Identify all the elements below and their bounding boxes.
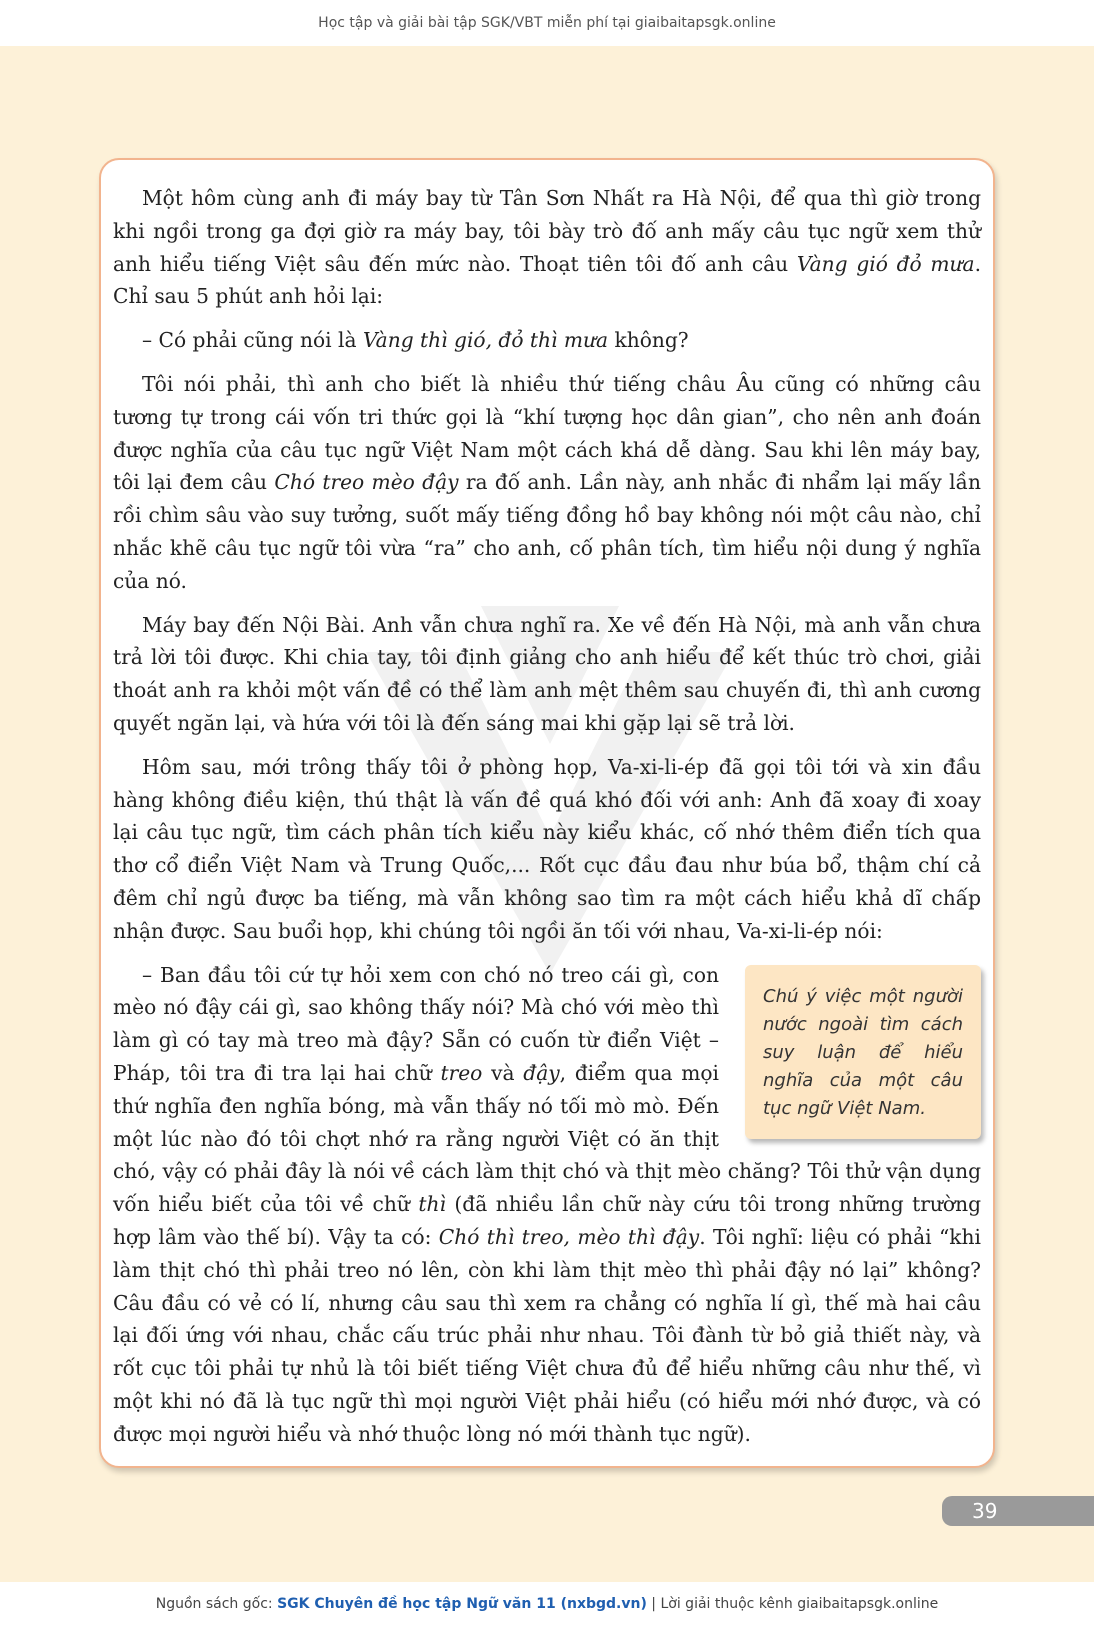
paragraph-6-text-d: (đã nhiều lần chữ này cứu tôi trong những trường hợp lâm vào thế bí). Vậy ta có: [113,1192,981,1249]
sidebar-note: Chú ý việc một người nước ngoài tìm cách suy luận để hiểu nghĩa của một câu tục ngữ Việt Nam. [745,965,981,1139]
word-thi: thì [418,1192,446,1217]
paragraph-1 [113,182,981,313]
proverb-vang-gio-do-mua: Vàng gió đỏ mưa [796,251,975,276]
paragraph-2-text-b: không? [608,328,689,353]
banner-text: Học tập và giải bài tập SGK/VBT miễn phí tại giaibaitapsgk.online [318,15,776,31]
paragraph-2-text-a: – Có phải cũng nói là [142,328,363,353]
word-day: đậy [523,1060,560,1085]
paragraph-6-text-b: và [482,1060,524,1085]
paragraph-3-text-b: ra đố anh. Lần này, anh nhắc đi nhẩm lại mấy lần rồi chìm sâu vào suy tưởng, suốt mấy tiếng đồng hồ bay không nói một câu nào, chỉ nhắc khẽ câu tục ngữ tôi vừa “ra” cho anh, cố phân tích, tìm hiểu nội dung ý nghĩa của nó. [113,470,981,593]
paragraph-3 [113,368,981,598]
paragraph-6-text-e: . Tôi nghĩ: liệu có phải “khi làm thịt chó thì phải treo nó lên, còn khi làm thịt mèo thì phải đậy nó lại” không? Câu đầu có vẻ có lí, nhưng câu sau thì xem ra chẳng có nghĩa lí gì, thế mà hai câu lại đối ứng với nhau, chắc cấu trúc phải như nhau. Tôi đành từ bỏ giả thiết này, và rốt cục tôi phải tự nhủ là tôi biết tiếng Việt chưa đủ để hiểu những câu như thế, vì một khi nó đã là tục ngữ thì mọi người Việt phải hiểu (có hiểu mới nhớ được, và có được mọi người hiểu và nhớ thuộc lòng nó mới thành tục ngữ). [113,1224,982,1446]
paragraph-6-text-c: , điểm qua mọi thứ nghĩa đen nghĩa bóng, mà vẫn thấy nó tối mò mò. Đến một lúc nào đó tôi chợt nhớ ra rằng người Việt có ăn thịt chó, vậy có phải đây là nói về cách làm thịt chó và thịt mèo chăng? Tôi thử vận dụng vốn hiểu biết của tôi về chữ [113,1060,981,1217]
paragraph-4: Máy bay đến Nội Bài. Anh vẫn chưa nghĩ ra. Xe về đến Hà Nội, mà anh vẫn chưa trả lời tôi được. Khi chia tay, tôi định giảng cho anh hiểu để kết thúc trò chơi, giải thoát anh ra khỏi một vấn đề có thể làm anh mệt thêm sau chuyến đi, thì anh cương quyết ngăn lại, và hứa với tôi là đến sáng mai khi gặp lại sẽ trả lời. [113,612,981,735]
paragraph-1-text-a: Một hôm cùng anh đi máy bay từ Tân Sơn Nhất ra Hà Nội, để qua thì giờ trong khi ngồi trong ga đợi giờ ra máy bay, tôi bày trò đố anh mấy câu tục ngữ xem thử anh hiểu tiếng Việt sâu đến mức nào. Thoạt tiên tôi đố anh câu [113,186,981,276]
footer-suffix: | Lời giải thuộc kênh giaibaitapsgk.online [646,1596,939,1612]
paragraph-6 [113,959,981,1451]
footer-prefix: Nguồn sách gốc: [155,1596,278,1612]
paragraph-5: Hôm sau, mới trông thấy tôi ở phòng họp, Va-xi-li-ép đã gọi tôi tới và xin đầu hàng không điều kiện, thú thật là vấn đề quá khó đối với anh: Anh đã xoay đi xoay lại câu tục ngữ, tìm cách phân tích kiểu này kiểu khác, cố nhớ thêm điển tích qua thơ cổ điển Việt Nam và Trung Quốc,... Rốt cục đầu đau như búa bổ, thậm chí cả đêm chỉ ngủ được ba tiếng, mà vẫn không sao tìm ra một cách hiểu khả dĩ chấp nhận được. Sau buổi họp, khi chúng tôi ngồi ăn tối với nhau, Va-xi-li-ép nói: [113,754,981,943]
paragraph-6-text-a: – Ban đầu tôi cứ tự hỏi xem con chó nó treo cái gì, con mèo nó đậy cái gì, sao không thấy nói? Mà chó với mèo thì làm gì có tay mà treo mà đậy? Sẵn có cuốn từ điển Việt – Pháp, tôi tra đi tra lại hai chữ [113,962,719,1085]
paragraph-3-text-a: Tôi nói phải, thì anh cho biết là nhiều thứ tiếng châu Âu cũng có những câu tương tự trong cái vốn tri thức gọi là “khí tượng học dân gian”, cho nên anh đoán được nghĩa của câu tục ngữ Việt Nam một cách khá dễ dàng. Sau khi lên máy bay, tôi lại đem câu [113,371,981,495]
passage [113,182,981,1461]
footer [0,1582,1094,1626]
top-banner [0,0,1094,46]
footer-source-link[interactable]: SGK Chuyên đề học tập Ngữ văn 11 (nxbgd.vn) [277,1596,647,1612]
paragraph-1-text-b: . Chỉ sau 5 phút anh hỏi lại: [113,251,981,309]
proverb-cho-treo-meo-day: Chó treo mèo đậy [274,470,459,495]
word-treo: treo [440,1060,483,1085]
paragraph-2 [113,324,981,357]
proverb-cho-thi-treo: Chó thì treo, mèo thì đậy [438,1224,700,1249]
page-number: 39 [942,1496,1094,1526]
proverb-vang-thi-gio: Vàng thì gió, đỏ thì mưa [362,328,609,353]
